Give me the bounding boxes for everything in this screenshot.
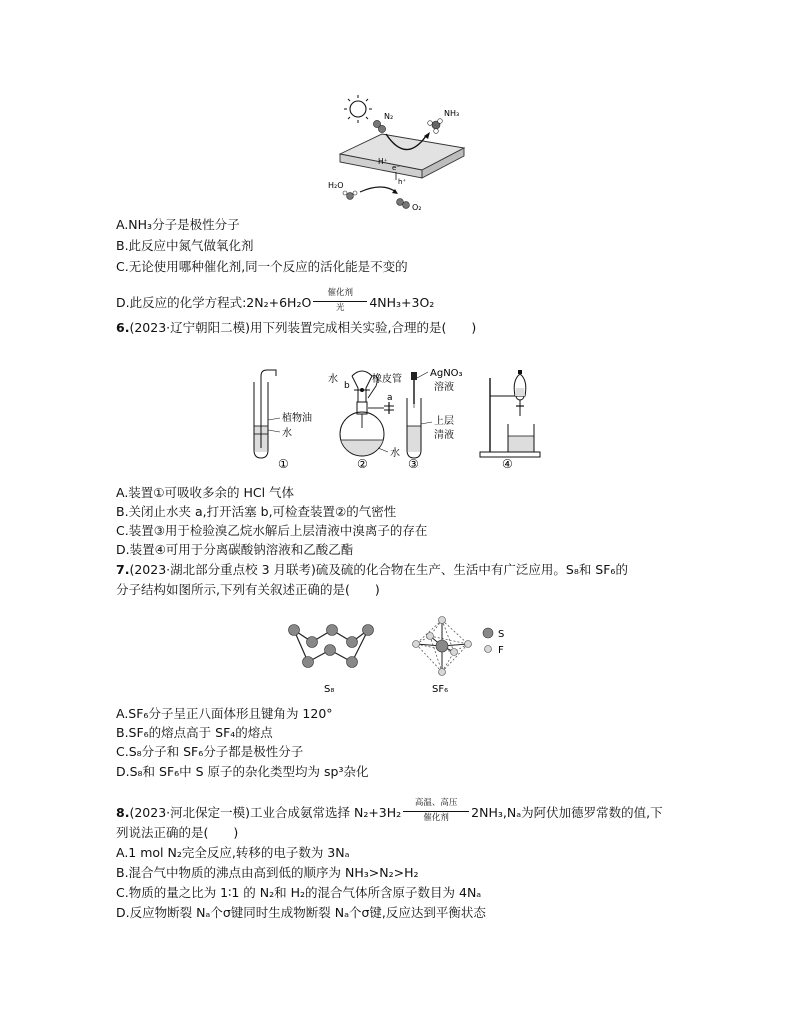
q8-option-b: B.混合气中物质的沸点由高到低的顺序为 NH₃>N₂>H₂ <box>116 865 419 880</box>
water-label-1: 水 <box>282 428 292 439</box>
apparatus-1 <box>254 370 312 471</box>
h2o-molecule <box>343 191 357 199</box>
synthesis-condition <box>403 798 469 823</box>
water-label-2: 水 <box>328 374 338 385</box>
apparatus-figure <box>244 368 544 472</box>
agno3-label: AgNO₃ <box>430 368 463 379</box>
q7-option-a: A.SF₆分子呈正八面体形且键角为 120° <box>116 706 333 721</box>
q7-stem-line-2: 分子结构如图所示,下列有关叙述正确的是( ) <box>116 582 380 597</box>
label-b: b <box>344 381 350 391</box>
vegetable-oil-label: 植物油 <box>282 413 312 424</box>
rubber-tube-label: 橡皮管 <box>372 374 402 385</box>
catalyst-slab <box>340 134 464 178</box>
n2-label: N₂ <box>384 112 394 121</box>
o2-molecule <box>397 199 410 209</box>
light-label: 光 <box>336 303 345 313</box>
q6-option-a: A.装置①可吸收多余的 HCl 气体 <box>116 485 295 500</box>
q6-stem <box>116 319 476 337</box>
apparatus-3 <box>407 368 463 471</box>
q5-option-b: B.此反应中氮气做氧化剂 <box>116 238 254 253</box>
catalyst-label: 催化剂 <box>327 288 354 298</box>
catalyst-label-2: 催化剂 <box>423 813 449 823</box>
upper-layer-label: 上层 <box>434 416 454 427</box>
q6-option-b: B.关闭止水夹 a,打开活塞 b,可检查装置②的气密性 <box>116 504 397 519</box>
legend <box>483 628 504 656</box>
q7-option-c: C.S₈分子和 SF₆分子都是极性分子 <box>116 744 304 759</box>
hole-label: h⁺ <box>398 178 407 186</box>
nh3-molecule <box>428 119 443 134</box>
apparatus-4 <box>480 370 540 471</box>
q8-stem-text-1: (2023·河北保定一模)工业合成氨常选择 N₂+3H₂ <box>129 805 402 820</box>
water-label-3: 水 <box>390 448 400 459</box>
q6-stem-text: (2023·辽宁朝阳二模)用下列装置完成相关实验,合理的是( ) <box>129 320 477 335</box>
legend-f-label: F <box>498 645 504 656</box>
apparatus-1-number: ① <box>278 457 289 471</box>
sf6-structure <box>413 617 472 696</box>
h2o-label: H₂O <box>328 181 344 190</box>
q8-stem-line-2: 列说法正确的是( ) <box>116 825 239 840</box>
label-a: a <box>387 393 393 403</box>
q5-option-d-lhs: D.此反应的化学方程式:2N₂+6H₂O <box>116 295 312 310</box>
s8-structure <box>289 625 374 696</box>
reaction-condition <box>313 288 367 313</box>
q6-number: 6. <box>116 320 130 335</box>
legend-s-label: S <box>498 629 505 640</box>
high-temp-pressure-label: 高温、高压 <box>414 798 458 808</box>
q8-stem-line-1 <box>116 798 663 823</box>
q5-option-c: C.无论使用哪种催化剂,同一个反应的活化能是不变的 <box>116 259 408 274</box>
q8-stem-text-1-post: 2NH₃,Nₐ为阿伏加德罗常数的值,下 <box>471 805 663 820</box>
q8-option-c: C.物质的量之比为 1∶1 的 N₂和 H₂的混合气体所含原子数目为 4Nₐ <box>116 885 482 900</box>
q5-option-d-rhs: 4NH₃+3O₂ <box>369 295 435 310</box>
q7-stem-text-1: (2023·湖北部分重点校 3 月联考)硫及硫的化合物在生产、生活中有广泛应用。S₈和 SF₆的 <box>129 562 628 577</box>
apparatus-4-number: ④ <box>502 457 513 471</box>
o2-label: O₂ <box>412 203 422 212</box>
sf6-caption: SF₆ <box>432 684 449 695</box>
q6-option-c: C.装置③用于检验溴乙烷水解后上层清液中溴离子的存在 <box>116 523 428 538</box>
q7-number: 7. <box>116 562 130 577</box>
q5-option-d <box>116 288 435 313</box>
apparatus-2 <box>328 371 402 471</box>
s8-caption: S₈ <box>324 684 335 695</box>
q7-option-d: D.S₈和 SF₆中 S 原子的杂化类型均为 sp³杂化 <box>116 764 369 779</box>
q6-option-d: D.装置④可用于分离碳酸钠溶液和乙酸乙酯 <box>116 542 354 557</box>
q5-option-a: A.NH₃分子是极性分子 <box>116 217 240 232</box>
clear-liquid-label: 清液 <box>434 430 454 441</box>
e-minus-label: e⁻ <box>392 164 401 172</box>
q8-option-a: A.1 mol N₂完全反应,转移的电子数为 3Nₐ <box>116 845 350 860</box>
n2-molecule <box>373 120 385 132</box>
apparatus-3-number: ③ <box>408 457 419 471</box>
q7-option-b: B.SF₆的熔点高于 SF₄的熔点 <box>116 725 273 740</box>
photocatalysis-figure <box>326 92 476 214</box>
nh3-label: NH₃ <box>444 109 460 118</box>
h-plus-label: H⁺ <box>378 157 388 166</box>
q7-stem-line-1 <box>116 561 628 579</box>
apparatus-2-number: ② <box>357 457 368 471</box>
molecule-figure <box>282 616 518 696</box>
q8-option-d: D.反应物断裂 Nₐ个σ键同时生成物断裂 Nₐ个σ键,反应达到平衡状态 <box>116 905 486 920</box>
q8-number: 8. <box>116 805 130 820</box>
sun-icon <box>344 95 372 123</box>
agno3-solution-label: 溶液 <box>434 382 454 393</box>
